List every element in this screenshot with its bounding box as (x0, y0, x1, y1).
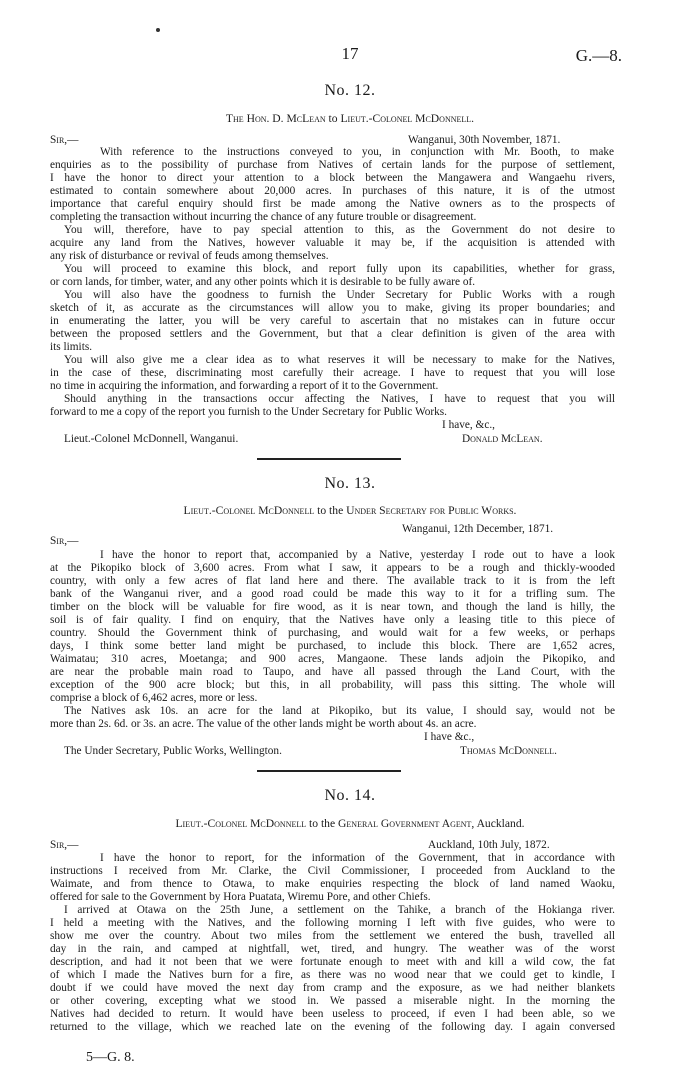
salutation: Sir,— (50, 535, 79, 547)
closing: I have &c., (424, 731, 475, 743)
salutation: Sir,— (50, 839, 79, 851)
letter-heading: Lieut.-Colonel McDonnell to the General Government Agent, Auckland. (175, 817, 525, 830)
text-line: days, I think some better land might be purchased, to include this block. There are 1,652 acres, (50, 640, 615, 652)
text-line: timber on the block will be valuable for fire wood, as it is near town, and though the land is hilly, the (50, 601, 615, 613)
place-date: Wanganui, 12th December, 1871. (402, 523, 554, 535)
text-line: With reference to the instructions conveyed to you, in conjunction with Mr. Booth, to make (100, 146, 614, 158)
text-line: no time in acquiring the information, and forwarding a report of it to the Government. (50, 380, 439, 392)
text-line: country, with only a few acres of flat land here and there. The available track to it is from the left (50, 575, 615, 587)
text-line: or other covering, excepting what we stood in. We passed a miserable night. In the morning the (50, 995, 615, 1007)
addressee: The Under Secretary, Public Works, Wellington. (64, 745, 282, 757)
text-line: You will, therefore, have to pay special attention to this, as the Government do not desire to (64, 224, 615, 236)
text-line: in enumerating the latter, you will be very careful to ascertain that no mistakes can in future occur (50, 315, 615, 327)
text-line: forward to me a copy of the report you furnish to the Under Secretary for Public Works. (50, 406, 447, 418)
text-line: You will proceed to examine this block, and report fully upon its capabilities, whether for grass, (64, 263, 615, 275)
text-line: I arrived at Otawa on the 25th June, a settlement on the Tahike, a branch of the Hokianga river. (64, 904, 615, 916)
text-line: enquiries as to the possibility of purchase from Natives of certain lands for the purpose of settlement, (50, 159, 615, 171)
text-line: I held a meeting with the Natives, and the following morning I left with five guides, who were to (50, 917, 615, 929)
text-line: Waimatau; 310 acres, Moetanga; and 900 acres, Mangaone. These lands adjoin the Pikopiko, and (50, 653, 615, 665)
text-line: exception of the 900 acre block; but this, in all probability, will pass this sitting. The whole will (50, 679, 615, 691)
text-line: offered for sale to the Government by Hora Puatata, Wiremu Pore, and other Chiefs. (50, 891, 431, 903)
text-line: in the case of these, discriminating most carefully their acreage. I have to request that you will lose (50, 367, 615, 379)
text-line: estimated to contain somewhere about 20,000 acres. In purchases of this nature, it is of the utmost (50, 185, 615, 197)
text-line: show me over the country. About two miles from the settlement we entered the bush, travelled all (50, 930, 615, 942)
text-line: are near the probable main road to Taupo, and have all passed through the Land Court, with the (50, 666, 615, 678)
letter-heading: The Hon. D. McLean to Lieut.-Colonel McDonnell. (225, 112, 475, 125)
text-line: You will also give me a clear idea as to what reserves it will be necessary to make for the Natives, (64, 354, 615, 366)
text-line: The Natives ask 10s. an acre for the land at Pikopiko, but its value, I should say, would not be (64, 705, 615, 717)
text-line: its limits. (50, 341, 93, 353)
text-line: any risk of disturbance or revival of feuds among themselves. (50, 250, 329, 262)
addressee: Lieut.-Colonel McDonnell, Wanganui. (64, 433, 239, 445)
salutation: Sir,— (50, 134, 79, 146)
letter-number: No. 12. (324, 82, 376, 99)
text-line: Waimate, and from thence to Otawa, to make enquiries respecting the block of land named Waoku, (50, 878, 615, 890)
text-line: country. Should the Government think of purchasing, and would wait for a few weeks, or perhaps (50, 627, 615, 639)
text-line: You will also have the goodness to furnish the Under Secretary for Public Works with a rough (64, 289, 615, 301)
text-line: description, and had it not been that we were fortunate enough to meet with and kill a wild cow, the fat (50, 956, 615, 968)
text-line: I have the honor to report that, accompanied by a Native, yesterday I rode out to have a look (100, 549, 615, 561)
text-line: instructions I received from Mr. Clarke, the Civil Commissioner, I proceeded from Auckland to the (50, 865, 615, 877)
text-line: doubt if we could have moved the next day from cramp and the exposure, as we had neither blankets (50, 982, 615, 994)
text-line: importance that careful enquiry should first be made among the Native owners as to the prospects of (50, 198, 615, 210)
letter-number: No. 13. (324, 475, 376, 492)
text-line: Should anything in the transactions occur affecting the Natives, I have to request that you will (64, 393, 615, 405)
text-line: bank of the Wanganui river, and a good road could be made this way to it for a trifling sum. The (50, 588, 615, 600)
signature: Thomas McDonnell. (460, 745, 557, 757)
text-line: more than 2s. 6d. or 3s. an acre. The value of the other lands might be worth about 4s. an acre. (50, 718, 477, 730)
text-line: Natives had decided to return. It would have been useless to proceed, if even I had been able, so we (50, 1008, 615, 1020)
place-date: Auckland, 10th July, 1872. (428, 839, 550, 851)
place-date: Wanganui, 30th November, 1871. (408, 134, 561, 146)
closing: I have, &c., (442, 419, 496, 431)
page-mark (156, 28, 160, 32)
text-line: of which I made the Natives burn for a fire, as there was no wood near that we could get to kindle, I (50, 969, 615, 981)
text-line: I have the honor to report, for the information of the Government, that in accordance with (100, 852, 615, 864)
letter-heading: Lieut.-Colonel McDonnell to the Under Secretary for Public Works. (183, 504, 517, 517)
text-line: day in the rain, and camped at nightfall, wet, tired, and hungry. The weather was of the worst (50, 943, 615, 955)
text-line: soil is of fair quality. I find on enquiry, that the Natives have only a leasing title to this piece of (50, 614, 615, 626)
text-line: completing the transaction without incurring the chance of any future trouble or disagreement. (50, 211, 477, 223)
text-line: returned to the village, which we reached late on the evening of the following day. I again conversed (50, 1021, 615, 1033)
letter-number: No. 14. (324, 787, 376, 804)
text-line: at the Pikopiko block of 3,600 acres. From what I saw, it appears to be a rough and thickly-wooded (50, 562, 615, 574)
text-line: acquire any land from the Natives, however valuable it may be, if the acquisition is attended with (50, 237, 615, 249)
text-line: sketch of it, as accurate as the circumstances will allow you to make, giving its proper boundaries; and (50, 302, 615, 314)
text-line: I have the honor to direct your attention to a block between the Mangawera and Wangaehu rivers, (50, 172, 615, 184)
text-line: or corn lands, for timber, water, and any other points which it is desirable to be fully aware of. (50, 276, 476, 288)
section-divider (257, 770, 401, 772)
text-line: comprise a block of 6,462 acres, more or less. (50, 692, 258, 704)
text-line: between the proposed settlers and the Government, but that a clear definition is given of the area with (50, 328, 615, 340)
signature: Donald McLean. (462, 433, 543, 445)
section-divider (257, 458, 401, 460)
page-reference: G.—8. (575, 46, 622, 65)
signature-mark: 5—G. 8. (86, 1050, 135, 1065)
page-number: 17 (341, 44, 359, 63)
